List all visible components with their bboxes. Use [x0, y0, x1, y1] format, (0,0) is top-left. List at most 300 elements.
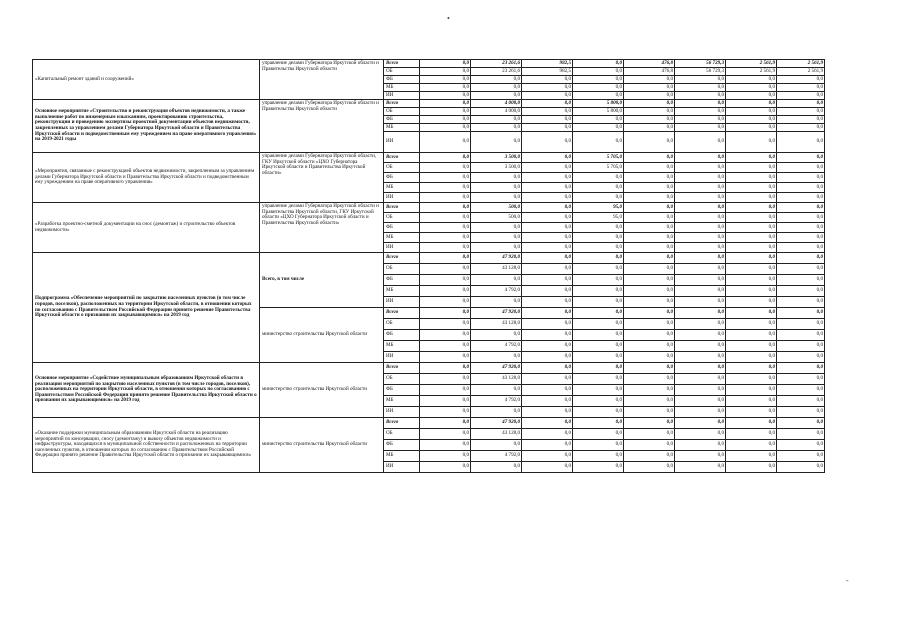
amount-cell: 0,0: [726, 243, 777, 253]
amount-cell: 0,0: [726, 451, 777, 462]
amount-cell: 0,0: [471, 76, 522, 84]
amount-cell: 0,0: [675, 84, 726, 92]
event-description: «Капитальный ремонт зданий и сооружений»: [33, 60, 260, 100]
funding-source: ФБ: [384, 223, 420, 233]
funding-source: МБ: [384, 233, 420, 243]
funding-source: ОБ: [384, 163, 420, 173]
amount-cell: 0,0: [675, 385, 726, 396]
amount-cell: 0,0: [624, 253, 675, 264]
amount-cell: 4 000,0: [471, 100, 522, 108]
amount-cell: 0,0: [726, 264, 777, 275]
amount-cell: 0,0: [675, 203, 726, 213]
amount-cell: 0,0: [522, 462, 573, 473]
amount-cell: 0,0: [624, 407, 675, 418]
amount-cell: 0,0: [420, 243, 471, 253]
amount-cell: 0,0: [471, 132, 522, 153]
amount-cell: 0,0: [777, 124, 825, 132]
executor-cell: министерство строительства Иркутской области: [260, 308, 384, 363]
amount-cell: 0,0: [420, 132, 471, 153]
amount-cell: 0,0: [726, 108, 777, 116]
amount-cell: 0,0: [777, 116, 825, 124]
amount-cell: 0,0: [675, 233, 726, 243]
amount-cell: 0,0: [522, 233, 573, 243]
table-row: [33, 60, 825, 68]
amount-cell: 0,0: [726, 233, 777, 243]
amount-cell: 982,5: [522, 68, 573, 76]
amount-cell: 0,0: [726, 429, 777, 440]
amount-cell: 0,0: [522, 352, 573, 363]
amount-cell: 0,0: [471, 116, 522, 124]
funding-source: МБ: [384, 84, 420, 92]
amount-cell: 0,0: [522, 173, 573, 183]
amount-cell: 0,0: [726, 203, 777, 213]
funding-source: ИИ: [384, 132, 420, 153]
amount-cell: 0,0: [675, 407, 726, 418]
amount-cell: 0,0: [726, 341, 777, 352]
amount-cell: 0,0: [522, 116, 573, 124]
amount-cell: 0,0: [624, 124, 675, 132]
amount-cell: 0,0: [675, 76, 726, 84]
amount-cell: 0,0: [573, 407, 624, 418]
amount-cell: 0,0: [675, 352, 726, 363]
amount-cell: 0,0: [522, 297, 573, 308]
amount-cell: 0,0: [573, 264, 624, 275]
amount-cell: 0,0: [573, 418, 624, 429]
amount-cell: 0,0: [624, 418, 675, 429]
table-row: [33, 363, 825, 374]
amount-cell: 0,0: [522, 100, 573, 108]
amount-cell: 0,0: [522, 243, 573, 253]
amount-cell: 0,0: [420, 275, 471, 286]
amount-cell: 0,0: [726, 396, 777, 407]
amount-cell: 0,0: [624, 374, 675, 385]
amount-cell: 0,0: [624, 203, 675, 213]
funding-source: ФБ: [384, 275, 420, 286]
amount-cell: 0,0: [573, 92, 624, 100]
amount-cell: 47 920,0: [471, 253, 522, 264]
amount-cell: 0,0: [624, 297, 675, 308]
event-description: Подпрограмма «Обеспечение мероприятий по закрытию населенных пунктов (в том числе городов, поселков), расположенных на территории Иркутской области, в отношении которых по согласованию с Правительством Российской Федерации принято решение Правительства Иркутской области о признании их закрывающимися» на 2019 год: [33, 253, 260, 363]
amount-cell: 0,0: [726, 308, 777, 319]
funding-source: ОБ: [384, 319, 420, 330]
amount-cell: 0,0: [675, 100, 726, 108]
amount-cell: 5 800,0: [573, 100, 624, 108]
amount-cell: 0,0: [573, 396, 624, 407]
amount-cell: 0,0: [675, 418, 726, 429]
funding-source: Всего: [384, 253, 420, 264]
funding-source: Всего: [384, 60, 420, 68]
funding-source: ИИ: [384, 407, 420, 418]
amount-cell: 0,0: [726, 193, 777, 203]
amount-cell: 0,0: [420, 233, 471, 243]
executor-cell: управление делами Губернатора Иркутской области и Правительства Иркутской области, ГКУ Иркутской области «ЦХО Губернатора Иркутской области и Правительства Иркутской области»: [260, 203, 384, 253]
amount-cell: 0,0: [777, 193, 825, 203]
amount-cell: 0,0: [675, 286, 726, 297]
amount-cell: 0,0: [777, 396, 825, 407]
amount-cell: 0,0: [675, 163, 726, 173]
amount-cell: 0,0: [522, 440, 573, 451]
amount-cell: 0,0: [522, 264, 573, 275]
amount-cell: 0,0: [522, 213, 573, 223]
funding-source: ОБ: [384, 264, 420, 275]
funding-source: МБ: [384, 341, 420, 352]
table-row: [33, 253, 825, 264]
amount-cell: 0,0: [624, 84, 675, 92]
amount-cell: 0,0: [777, 286, 825, 297]
amount-cell: 5 800,0: [573, 108, 624, 116]
amount-cell: 0,0: [522, 308, 573, 319]
amount-cell: 0,0: [573, 330, 624, 341]
amount-cell: 0,0: [726, 275, 777, 286]
amount-cell: 0,0: [777, 100, 825, 108]
amount-cell: 0,0: [471, 275, 522, 286]
amount-cell: 43 128,0: [471, 319, 522, 330]
amount-cell: 0,0: [471, 173, 522, 183]
amount-cell: 0,0: [573, 124, 624, 132]
amount-cell: 5 705,0: [573, 153, 624, 163]
amount-cell: 0,0: [573, 451, 624, 462]
amount-cell: 0,0: [624, 163, 675, 173]
funding-source: Всего: [384, 100, 420, 108]
amount-cell: 0,0: [624, 264, 675, 275]
amount-cell: 0,0: [726, 385, 777, 396]
amount-cell: 0,0: [777, 92, 825, 100]
amount-cell: 0,0: [777, 352, 825, 363]
amount-cell: 0,0: [624, 429, 675, 440]
amount-cell: 0,0: [675, 429, 726, 440]
table-body: [33, 60, 825, 473]
amount-cell: 0,0: [777, 429, 825, 440]
amount-cell: 0,0: [471, 193, 522, 203]
amount-cell: 0,0: [726, 173, 777, 183]
amount-cell: 0,0: [420, 163, 471, 173]
funding-source: Всего: [384, 418, 420, 429]
amount-cell: 0,0: [573, 462, 624, 473]
executor-cell: Всего, в том числе: [260, 253, 384, 308]
amount-cell: 0,0: [522, 163, 573, 173]
amount-cell: 2 561,9: [777, 60, 825, 68]
amount-cell: 47 920,0: [471, 363, 522, 374]
page-mark-top: •: [447, 14, 450, 23]
amount-cell: 0,0: [624, 76, 675, 84]
amount-cell: 0,0: [777, 233, 825, 243]
funding-source: МБ: [384, 124, 420, 132]
amount-cell: 0,0: [522, 253, 573, 264]
amount-cell: 0,0: [726, 116, 777, 124]
funding-source: ОБ: [384, 374, 420, 385]
amount-cell: 56 729,3: [675, 60, 726, 68]
amount-cell: 0,0: [675, 213, 726, 223]
amount-cell: 56 729,3: [675, 68, 726, 76]
amount-cell: 0,0: [675, 330, 726, 341]
amount-cell: 0,0: [420, 108, 471, 116]
amount-cell: 500,0: [471, 213, 522, 223]
amount-cell: 0,0: [420, 319, 471, 330]
amount-cell: 0,0: [471, 352, 522, 363]
amount-cell: 0,0: [420, 60, 471, 68]
amount-cell: 0,0: [522, 84, 573, 92]
amount-cell: 0,0: [573, 363, 624, 374]
amount-cell: 0,0: [675, 374, 726, 385]
amount-cell: 0,0: [624, 116, 675, 124]
amount-cell: 0,0: [624, 275, 675, 286]
amount-cell: 0,0: [777, 84, 825, 92]
amount-cell: 0,0: [573, 308, 624, 319]
amount-cell: 0,0: [573, 286, 624, 297]
amount-cell: 0,0: [522, 183, 573, 193]
amount-cell: 0,0: [777, 308, 825, 319]
amount-cell: 0,0: [726, 352, 777, 363]
page-mark-bottom: -: [846, 576, 849, 585]
amount-cell: 0,0: [777, 407, 825, 418]
amount-cell: 0,0: [777, 319, 825, 330]
amount-cell: 0,0: [573, 173, 624, 183]
amount-cell: 0,0: [522, 92, 573, 100]
funding-source: ИИ: [384, 297, 420, 308]
amount-cell: 0,0: [777, 163, 825, 173]
amount-cell: 0,0: [726, 374, 777, 385]
amount-cell: 0,0: [573, 253, 624, 264]
amount-cell: 0,0: [573, 116, 624, 124]
amount-cell: 0,0: [624, 440, 675, 451]
amount-cell: 43 128,0: [471, 264, 522, 275]
amount-cell: 0,0: [420, 341, 471, 352]
table-row: [33, 100, 825, 108]
amount-cell: 0,0: [471, 385, 522, 396]
amount-cell: 0,0: [675, 132, 726, 153]
amount-cell: 0,0: [777, 173, 825, 183]
amount-cell: 0,0: [726, 76, 777, 84]
amount-cell: 0,0: [777, 374, 825, 385]
amount-cell: 0,0: [675, 153, 726, 163]
amount-cell: 0,0: [420, 286, 471, 297]
amount-cell: 4 792,0: [471, 396, 522, 407]
amount-cell: 0,0: [420, 213, 471, 223]
amount-cell: 0,0: [573, 352, 624, 363]
amount-cell: 0,0: [471, 243, 522, 253]
amount-cell: 0,0: [420, 308, 471, 319]
amount-cell: 3 500,0: [471, 163, 522, 173]
amount-cell: 0,0: [777, 76, 825, 84]
amount-cell: 0,0: [573, 275, 624, 286]
amount-cell: 0,0: [726, 183, 777, 193]
amount-cell: 0,0: [573, 319, 624, 330]
amount-cell: 0,0: [420, 153, 471, 163]
amount-cell: 0,0: [420, 124, 471, 132]
amount-cell: 0,0: [573, 233, 624, 243]
amount-cell: 0,0: [777, 243, 825, 253]
amount-cell: 4 792,0: [471, 341, 522, 352]
amount-cell: 0,0: [777, 183, 825, 193]
amount-cell: 4 792,0: [471, 286, 522, 297]
amount-cell: 0,0: [522, 451, 573, 462]
amount-cell: 0,0: [522, 153, 573, 163]
amount-cell: 0,0: [777, 341, 825, 352]
amount-cell: 0,0: [726, 418, 777, 429]
amount-cell: 0,0: [777, 275, 825, 286]
amount-cell: 0,0: [522, 407, 573, 418]
amount-cell: 0,0: [420, 253, 471, 264]
amount-cell: 0,0: [777, 153, 825, 163]
amount-cell: 0,0: [675, 173, 726, 183]
amount-cell: 0,0: [675, 297, 726, 308]
amount-cell: 0,0: [624, 330, 675, 341]
amount-cell: 0,0: [420, 100, 471, 108]
amount-cell: 982,5: [522, 60, 573, 68]
funding-source: ФБ: [384, 116, 420, 124]
amount-cell: 0,0: [471, 183, 522, 193]
funding-source: ИИ: [384, 462, 420, 473]
amount-cell: 0,0: [471, 233, 522, 243]
amount-cell: 0,0: [726, 124, 777, 132]
amount-cell: 0,0: [675, 92, 726, 100]
amount-cell: 23 261,6: [471, 68, 522, 76]
amount-cell: 0,0: [420, 451, 471, 462]
amount-cell: 0,0: [420, 385, 471, 396]
amount-cell: 47 920,0: [471, 418, 522, 429]
amount-cell: 0,0: [726, 319, 777, 330]
event-description: Основное мероприятие «Строительство и реконструкция объектов недвижимости, а также выполнение работ по инженерным изысканиям, проектированию строительства, реконструкции и проведению экспертизы проектной документации объектов недвижимости, закрепленных за управлением делами Губернатора Иркутской области и Правительства Иркутской области и подведомственным ему учреждением на праве оперативного управления» на 2019-2021 годы: [33, 100, 260, 153]
table-row: [33, 418, 825, 429]
executor-cell: управление делами Губернатора Иркутской области, ГКУ Иркутской области «ЦХО Губернатора Иркутской области и Правительства Иркутской области»: [260, 153, 384, 203]
amount-cell: 0,0: [777, 203, 825, 213]
amount-cell: 0,0: [726, 407, 777, 418]
funding-source: Всего: [384, 363, 420, 374]
funding-source: ИИ: [384, 92, 420, 100]
amount-cell: 43 128,0: [471, 374, 522, 385]
event-description: «Оказание поддержки муниципальным образованиям Иркутской области на реализацию мероприятий по консервации, сносу (демонтажу) и вывозу объектов недвижимости и инфраструктуры, находящихся в муниципальной собственности и расположенных на территории населенных пунктов, в отношении которых по согласованию с Правительством Российской Федерации принято решение Правительства Иркутской области о признании их закрывающимися»: [33, 418, 260, 473]
amount-cell: 0,0: [573, 341, 624, 352]
amount-cell: 95,0: [573, 213, 624, 223]
amount-cell: 0,0: [573, 440, 624, 451]
amount-cell: 0,0: [777, 330, 825, 341]
amount-cell: 0,0: [420, 440, 471, 451]
funding-source: ОБ: [384, 429, 420, 440]
amount-cell: 0,0: [522, 193, 573, 203]
event-description: «Разработка проектно-сметной документации на снос (демонтаж) и строительство объектов недвижимости»: [33, 203, 260, 253]
amount-cell: 0,0: [777, 385, 825, 396]
amount-cell: 0,0: [420, 173, 471, 183]
amount-cell: 0,0: [777, 297, 825, 308]
amount-cell: 0,0: [624, 108, 675, 116]
amount-cell: 0,0: [675, 275, 726, 286]
amount-cell: 0,0: [675, 440, 726, 451]
amount-cell: 0,0: [522, 341, 573, 352]
amount-cell: 0,0: [573, 374, 624, 385]
amount-cell: 0,0: [471, 330, 522, 341]
amount-cell: 0,0: [726, 92, 777, 100]
amount-cell: 0,0: [420, 116, 471, 124]
amount-cell: 0,0: [420, 429, 471, 440]
amount-cell: 0,0: [522, 124, 573, 132]
funding-source: МБ: [384, 286, 420, 297]
amount-cell: 0,0: [522, 363, 573, 374]
amount-cell: 0,0: [522, 76, 573, 84]
amount-cell: 0,0: [522, 132, 573, 153]
amount-cell: 0,0: [624, 451, 675, 462]
amount-cell: 0,0: [726, 100, 777, 108]
amount-cell: 0,0: [420, 84, 471, 92]
amount-cell: 0,0: [726, 223, 777, 233]
amount-cell: 0,0: [624, 341, 675, 352]
amount-cell: 0,0: [777, 418, 825, 429]
amount-cell: 0,0: [471, 297, 522, 308]
executor-cell: министерство строительства Иркутской области: [260, 418, 384, 473]
funding-source: МБ: [384, 451, 420, 462]
amount-cell: 0,0: [420, 203, 471, 213]
amount-cell: 4 000,0: [471, 108, 522, 116]
amount-cell: 0,0: [726, 213, 777, 223]
amount-cell: 0,0: [573, 297, 624, 308]
funding-source: МБ: [384, 183, 420, 193]
funding-source: МБ: [384, 396, 420, 407]
amount-cell: 0,0: [777, 440, 825, 451]
amount-cell: 2 561,9: [726, 68, 777, 76]
amount-cell: 0,0: [675, 319, 726, 330]
amount-cell: 0,0: [675, 264, 726, 275]
amount-cell: 0,0: [624, 100, 675, 108]
amount-cell: 0,0: [675, 451, 726, 462]
amount-cell: 0,0: [777, 213, 825, 223]
amount-cell: 0,0: [726, 440, 777, 451]
amount-cell: 0,0: [420, 352, 471, 363]
funding-source: Всего: [384, 203, 420, 213]
budget-table: [32, 59, 825, 473]
amount-cell: 476,8: [624, 60, 675, 68]
funding-source: ИИ: [384, 352, 420, 363]
funding-source: ФБ: [384, 76, 420, 84]
amount-cell: 0,0: [573, 243, 624, 253]
funding-source: ИИ: [384, 193, 420, 203]
amount-cell: 0,0: [726, 363, 777, 374]
amount-cell: 0,0: [471, 124, 522, 132]
funding-source: ИИ: [384, 243, 420, 253]
executor-cell: министерство строительства Иркутской области: [260, 363, 384, 418]
amount-cell: 0,0: [522, 396, 573, 407]
amount-cell: 0,0: [726, 84, 777, 92]
amount-cell: 0,0: [522, 330, 573, 341]
amount-cell: 0,0: [522, 418, 573, 429]
funding-source: ФБ: [384, 385, 420, 396]
amount-cell: 0,0: [675, 396, 726, 407]
amount-cell: 23 261,6: [471, 60, 522, 68]
amount-cell: 0,0: [777, 363, 825, 374]
amount-cell: 0,0: [471, 84, 522, 92]
amount-cell: 476,8: [624, 68, 675, 76]
funding-source: ОБ: [384, 108, 420, 116]
amount-cell: 0,0: [522, 374, 573, 385]
amount-cell: 0,0: [777, 451, 825, 462]
amount-cell: 0,0: [420, 374, 471, 385]
amount-cell: 0,0: [420, 92, 471, 100]
amount-cell: 0,0: [522, 385, 573, 396]
funding-source: Всего: [384, 308, 420, 319]
amount-cell: 0,0: [522, 319, 573, 330]
amount-cell: 0,0: [420, 407, 471, 418]
amount-cell: 0,0: [420, 223, 471, 233]
amount-cell: 3 500,0: [471, 153, 522, 163]
amount-cell: 0,0: [675, 223, 726, 233]
amount-cell: 95,0: [573, 203, 624, 213]
amount-cell: 0,0: [777, 253, 825, 264]
amount-cell: 0,0: [624, 173, 675, 183]
executor-cell: управление делами Губернатора Иркутской области и Правительства Иркутской области: [260, 100, 384, 153]
amount-cell: 0,0: [675, 243, 726, 253]
amount-cell: 0,0: [624, 213, 675, 223]
amount-cell: 0,0: [675, 108, 726, 116]
funding-source: ФБ: [384, 173, 420, 183]
amount-cell: 0,0: [624, 233, 675, 243]
